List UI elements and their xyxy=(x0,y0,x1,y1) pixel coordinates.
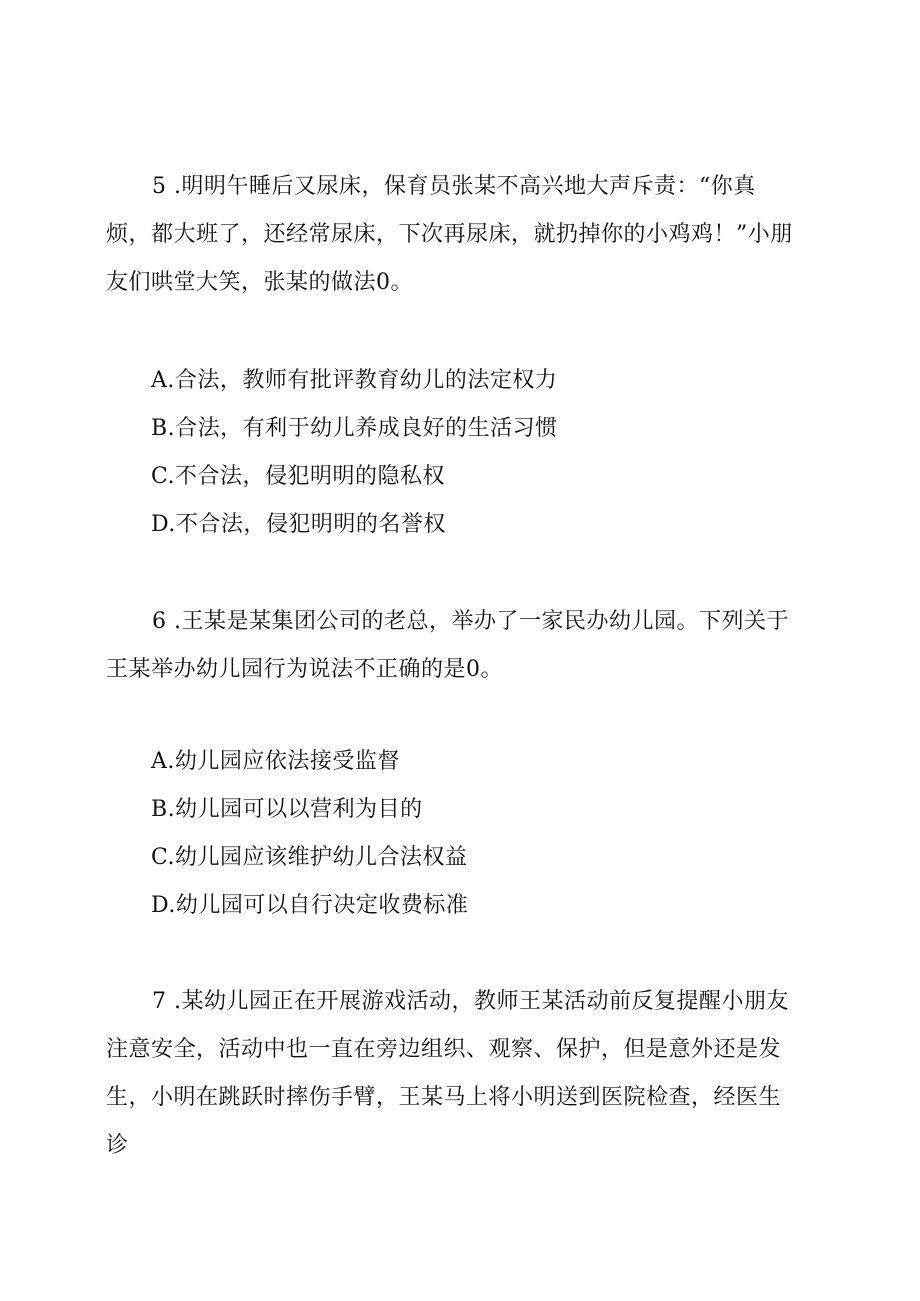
question-text: .某幼儿园正在开展游戏活动，教师王某活动前反复提醒小朋友注意安全，活动中也一直在旁边组织、观察、保护，但是意外还是发生，小明在跳跃时摔伤手臂，王某马上将小明送到医院检查，经医生诊 xyxy=(106,989,789,1158)
question-6 xyxy=(106,598,800,694)
question-text: .明明午睡后又尿床，保育员张某不高兴地大声斥责：“你真烦，都大班了，还经常尿床，下次再尿床，就扔掉你的小鸡鸡！”小朋友们哄堂大笑，张某的做法0。 xyxy=(106,174,793,295)
question-number: 7 xyxy=(152,989,167,1014)
question-5-options xyxy=(151,357,811,549)
option-d: D.不合法，侵犯明明的名誉权 xyxy=(151,512,446,537)
question-number: 5 xyxy=(152,174,167,199)
question-5 xyxy=(106,163,800,307)
option-c: C.不合法，侵犯明明的隐私权 xyxy=(151,464,446,489)
option-d: D.幼儿园可以自行决定收费标准 xyxy=(151,893,469,918)
option-b: B.幼儿园可以以营利为目的 xyxy=(151,797,423,822)
option-c: C.幼儿园应该维护幼儿合法权益 xyxy=(151,845,468,870)
question-number: 6 xyxy=(152,609,167,634)
option-a: A.合法，教师有批评教育幼儿的法定权力 xyxy=(151,368,558,393)
option-a: A.幼儿园应依法接受监督 xyxy=(151,749,400,774)
option-b: B.合法，有利于幼儿养成良好的生活习惯 xyxy=(151,416,558,441)
question-text: .王某是某集团公司的老总，举办了一家民办幼儿园。下列关于王某举办幼儿园行为说法不正确的是0。 xyxy=(106,609,789,682)
question-7 xyxy=(106,978,800,1170)
question-6-options xyxy=(151,738,811,930)
